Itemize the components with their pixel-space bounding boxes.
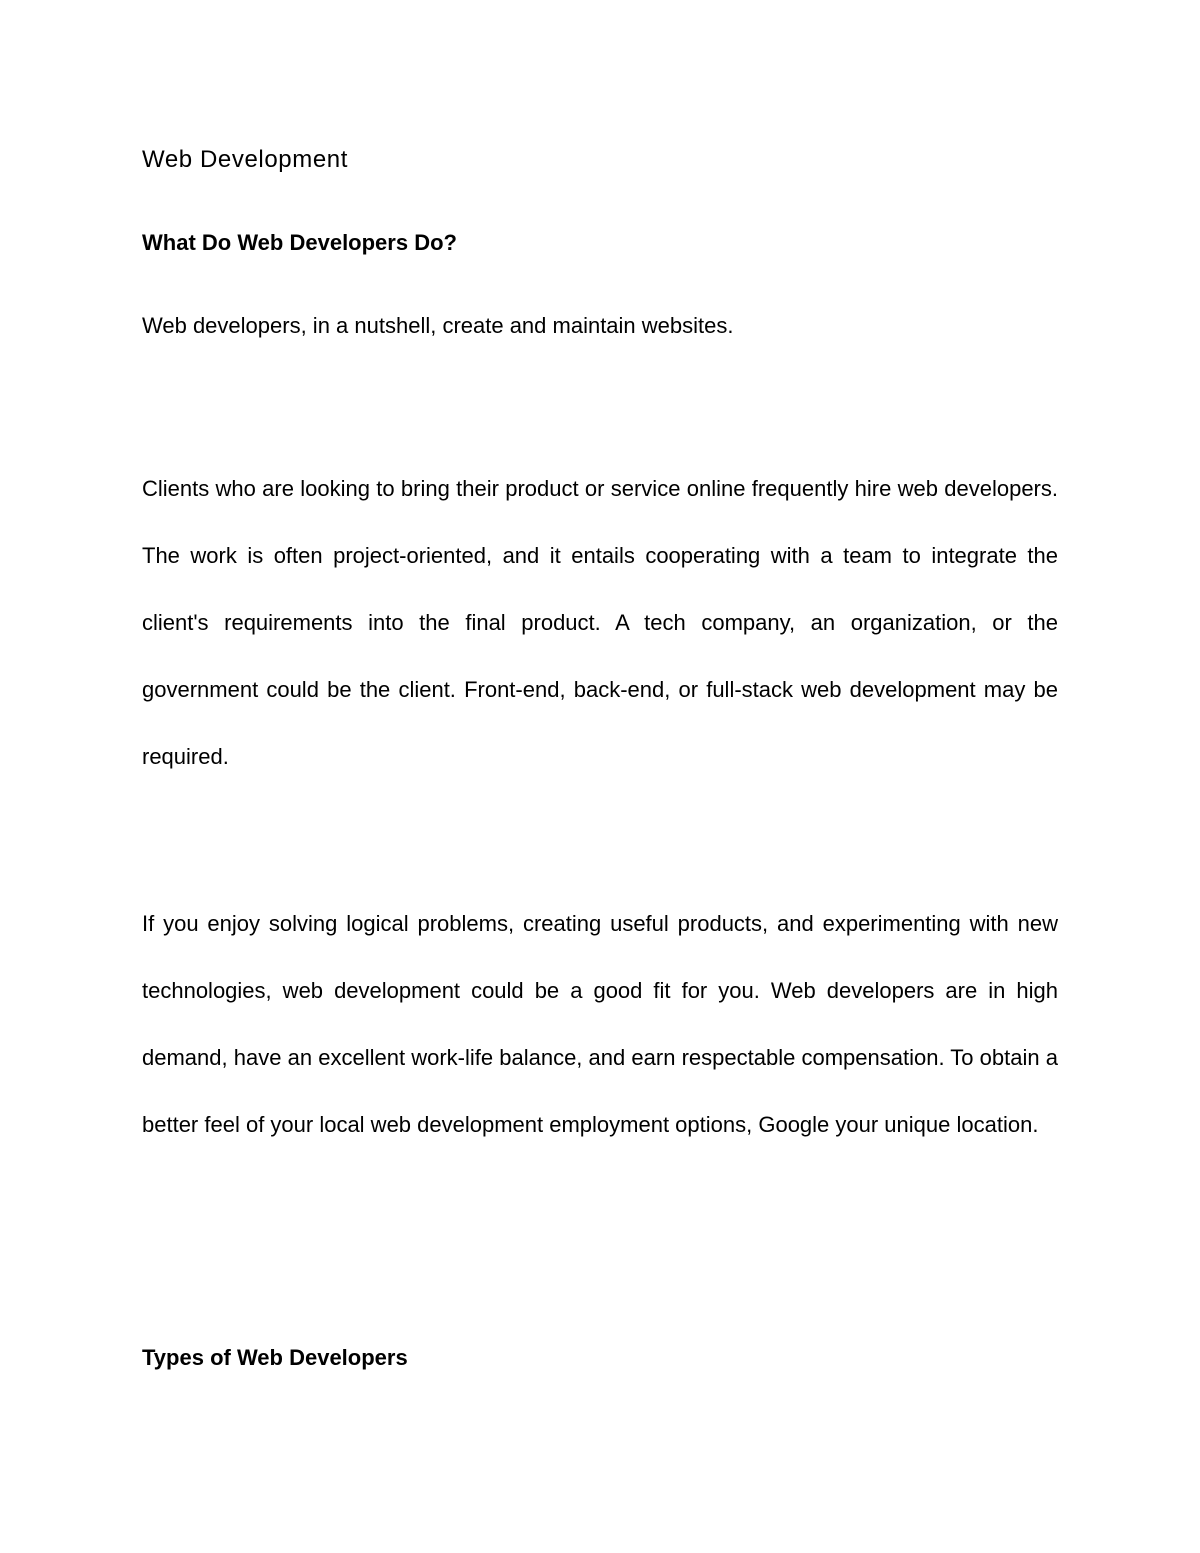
paragraph-enjoy-solving: If you enjoy solving logical problems, creating useful products, and experimenting with new technologies, web development could be a good fit for you. Web developers are in high demand, have an excellent work-life balance, and earn respectable compensation. To obtain a better feel of your local web development employment options, Google your unique location.: [142, 911, 1058, 1137]
section-heading-what-do-web-developers-do: What Do Web Developers Do?: [142, 230, 457, 255]
paragraph-clients: Clients who are looking to bring their product or service online frequently hire web developers. The work is often project-oriented, and it entails cooperating with a team to integrate the client's requirements into the final product. A tech company, an organization, or the government could be the client. Front-end, back-end, or full-stack web development may be required.: [142, 476, 1058, 769]
section-heading-types-of-web-developers: Types of Web Developers: [142, 1345, 408, 1370]
intro-sentence: Web developers, in a nutshell, create and maintain websites.: [142, 313, 734, 338]
document-title: Web Development: [142, 146, 348, 173]
